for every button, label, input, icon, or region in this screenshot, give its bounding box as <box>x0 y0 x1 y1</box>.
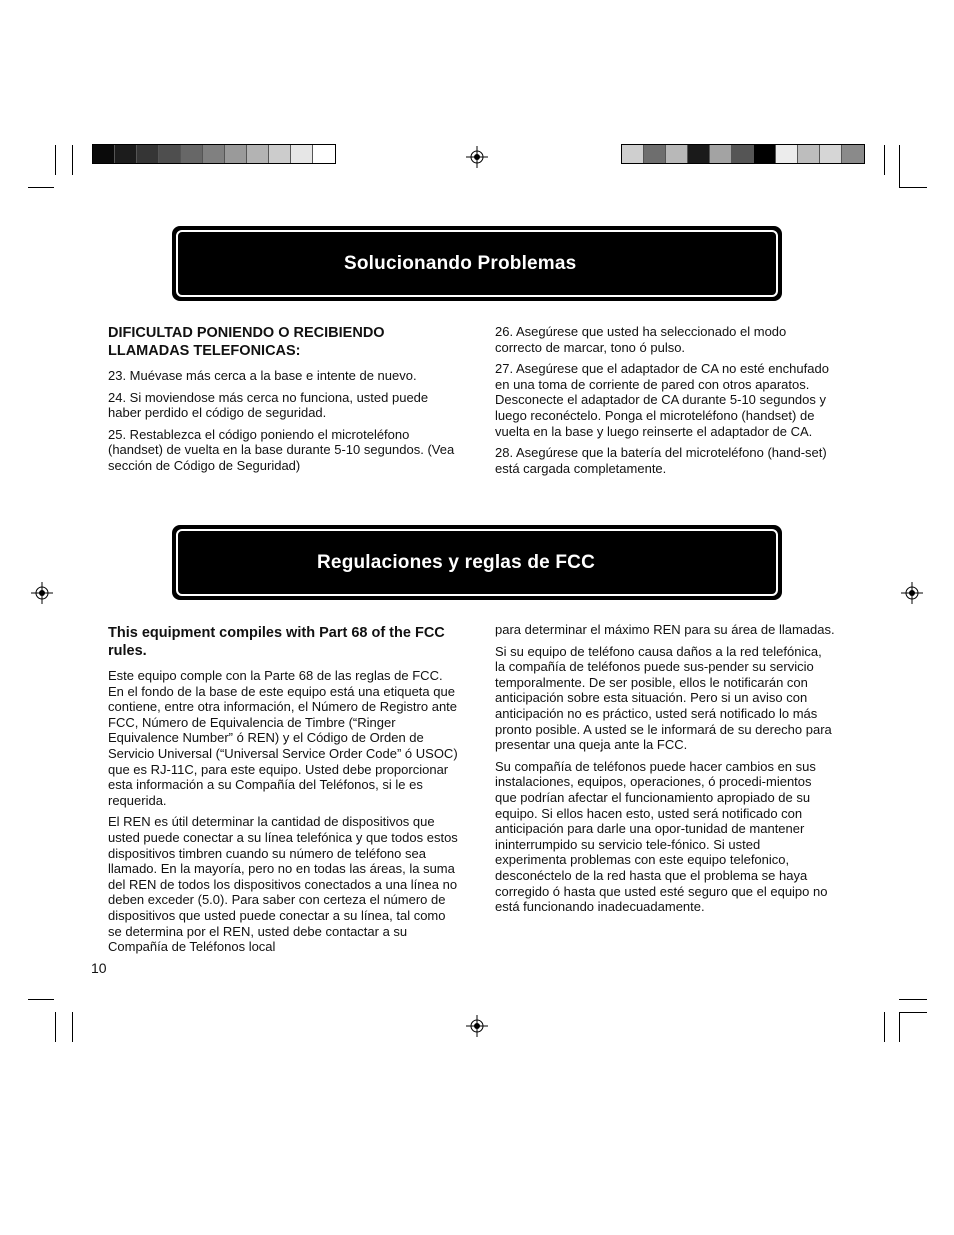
color-swatch <box>313 145 335 163</box>
paragraph: para determinar el máximo REN para su área de llamadas. <box>495 622 835 637</box>
troubleshooting-right-column <box>495 324 835 482</box>
color-swatch <box>754 145 776 163</box>
list-item: 27. Asegúrese que el adaptador de CA no esté enchufado en una toma de corriente de pared con otros aparatos. Desconecte el adaptador de CA durante 5-10 segundos y luego reconéctelo. Ponga el microteléfono (handset) de vuelta en la base y luego reinserte el adaptador de CA. <box>495 361 829 439</box>
color-swatch <box>644 145 666 163</box>
color-swatch <box>622 145 644 163</box>
page-number: 10 <box>91 960 107 976</box>
color-swatch <box>776 145 798 163</box>
color-swatch <box>820 145 842 163</box>
color-swatch <box>710 145 732 163</box>
section-heading: This equipment compiles with Part 68 of the FCC rules. <box>108 625 445 659</box>
color-swatch <box>115 145 137 163</box>
color-swatch <box>203 145 225 163</box>
registration-mark-icon <box>466 1015 488 1037</box>
fcc-right-column <box>495 622 835 921</box>
paragraph: Este equipo comple con la Parte 68 de las reglas de FCC. En el fondo de la base de este equipo está una etiqueta que contiene, entre otra información, el Número de Registro ante FCC, Número de Equivalencia de Timbre (“Ringer Equivalence Number” ó REN) y el Código de Orden de Servicio Universal (“Universal Service Order Code” ó USOC) que es RJ-11C, para este equipo. Usted debe proporcionar esta información a su Compañía del Teléfonos, si le es requerida. <box>108 668 458 808</box>
color-swatch <box>732 145 754 163</box>
paragraph: Si su equipo de teléfono causa daños a la red telefónica, la compañía de teléfonos puede sus-pender su servicio temporalmente. De ser posible, ellos le notificarán con anticipación sobre esta situación. Pero si un aviso con anticipación no es práctico, usted será notificado lo más pronto posible. A usted se le informará de su derecho para presentar una queja ante la FCC. <box>495 643 832 753</box>
section-title: Solucionando Problemas <box>344 252 577 274</box>
color-swatch <box>159 145 181 163</box>
registration-mark-icon <box>31 582 53 604</box>
section-title: Regulaciones y reglas de FCC <box>317 551 596 573</box>
registration-mark-icon <box>901 582 923 604</box>
color-swatch <box>291 145 313 163</box>
color-swatch <box>688 145 710 163</box>
paragraph: Su compañía de teléfonos puede hacer cambios en sus instalaciones, equipos, operaciones, ó procedi-mientos que podrían afectar el funcionamiento apropiado de su equipo. Si ellos hacen esto, usted será notificado con anticipación para darle una opor-tunidad de mantener ininterrumpido su servicio tele-fónico. Si usted experimenta problemas con este equipo telefonico, desconéctelo de la red hasta que el problema se haya corregido ó hasta que usted esté seguro que el equipo no está funcionando inadecuadamente. <box>495 758 828 915</box>
section-banner-fcc <box>172 525 782 600</box>
color-swatch <box>181 145 203 163</box>
color-swatch <box>225 145 247 163</box>
color-swatch <box>666 145 688 163</box>
list-item: 26. Asegúrese que usted ha seleccionado el modo correcto de marcar, tono ó pulso. <box>495 324 787 355</box>
registration-mark-icon <box>466 146 488 168</box>
color-calibration-bar-right <box>621 144 865 164</box>
list-item: 23. Muévase más cerca a la base e intente de nuevo. <box>108 368 417 383</box>
section-banner-troubleshooting <box>172 226 782 301</box>
list-item: 24. Si moviendose más cerca no funciona, usted puede haber perdido el código de seguridad. <box>108 389 429 421</box>
fcc-left-column <box>108 624 460 961</box>
color-swatch <box>269 145 291 163</box>
color-swatch <box>247 145 269 163</box>
list-item: 28. Asegúrese que la batería del microteléfono (hand-set) está cargada completamente. <box>495 445 827 476</box>
color-swatch <box>798 145 820 163</box>
color-swatch <box>93 145 115 163</box>
troubleshooting-left-column <box>108 324 460 480</box>
list-item: 25. Restablezca el código poniendo el microteléfono (handset) de vuelta en la base durante 5-10 segundos. (Vea sección de Código de Seguridad) <box>108 426 455 473</box>
color-calibration-bar-left <box>92 144 336 164</box>
color-swatch <box>842 145 864 163</box>
section-heading: DIFICULTAD PONIENDO O RECIBIENDO LLAMADAS TELEFONICAS: <box>108 325 385 359</box>
color-swatch <box>137 145 159 163</box>
paragraph: El REN es útil determinar la cantidad de dispositivos que usted puede conectar a su línea telefónica y que todos estos dispositivos timbren cuando su número de teléfono sea llamado. En la mayoría, pero no en todas las áreas, la suma del REN de todos los dispositivos conectados a una línea no deben exceder (5.0). Para saber con certeza el número de dispositivos que usted puede conectar a su línea, tal como se determina por el REN, usted debe contactar a su Compañía de Teléfonos local <box>108 814 458 955</box>
